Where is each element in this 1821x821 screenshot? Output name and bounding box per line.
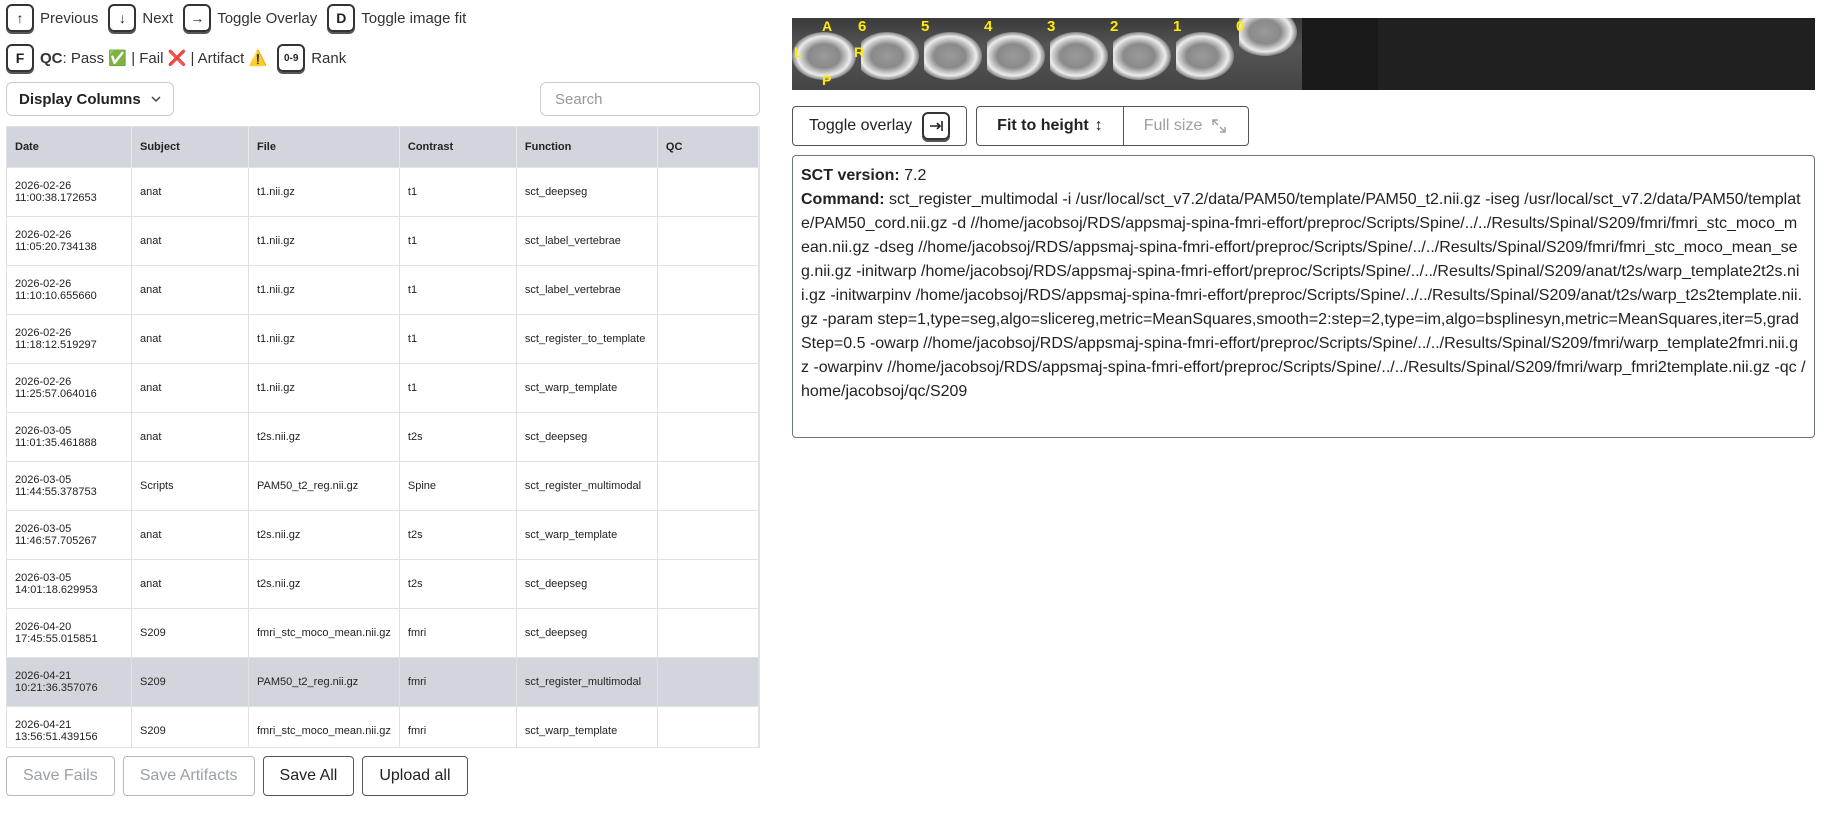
header-qc[interactable]: QC xyxy=(657,127,758,168)
orientation-right: R xyxy=(854,44,865,60)
time-text: 13:56:51.439156 xyxy=(15,731,98,743)
table-row[interactable] xyxy=(7,560,759,609)
file-cell: fmri_stc_moco_mean.nii.gz xyxy=(249,707,400,749)
header-function[interactable]: Function xyxy=(516,127,657,168)
save-all-button[interactable]: Save All xyxy=(263,756,355,796)
table-row[interactable] xyxy=(7,462,759,511)
table-row[interactable] xyxy=(7,413,759,462)
fit-to-height-option[interactable] xyxy=(977,107,1124,145)
date-text: 2026-03-05 xyxy=(15,425,72,437)
digits-key-icon: 0-9 xyxy=(277,44,305,72)
action-bar xyxy=(6,756,476,796)
date-cell xyxy=(7,168,132,217)
time-text: 11:25:57.064016 xyxy=(15,388,97,400)
subject-cell: S209 xyxy=(132,707,249,749)
qc-cell xyxy=(657,462,758,511)
date-text: 2026-02-26 xyxy=(15,180,72,192)
file-cell: t1.nii.gz xyxy=(249,266,400,315)
subject-cell: anat xyxy=(132,315,249,364)
date-cell xyxy=(7,560,132,609)
qc-cell xyxy=(657,560,758,609)
display-columns-dropdown[interactable] xyxy=(6,82,174,116)
date-text: 2026-02-26 xyxy=(15,327,72,339)
date-text: 2026-02-26 xyxy=(15,376,72,388)
table-row[interactable] xyxy=(7,266,759,315)
qc-table xyxy=(6,126,760,748)
search-input[interactable] xyxy=(540,82,760,116)
toggle-overlay-button[interactable] xyxy=(792,106,967,146)
contrast-cell: t2s xyxy=(399,413,516,462)
time-text: 11:10:10.655660 xyxy=(15,290,97,302)
shortcut-overlay-label: Toggle Overlay xyxy=(217,9,318,27)
date-cell xyxy=(7,707,132,749)
subject-cell: anat xyxy=(132,413,249,462)
function-cell: sct_register_to_template xyxy=(516,315,657,364)
contrast-cell: t1 xyxy=(399,266,516,315)
save-artifacts-button[interactable]: Save Artifacts xyxy=(123,756,255,796)
command-value: sct_register_multimodal -i /usr/local/sct_v7.2/data/PAM50/template/PAM50_t2.nii.gz -iseg /usr/local/sct_v7.2/data/PAM50/template/PAM50_cord.nii.gz -d //home/jacobsoj/RDS/appsmaj-spina-fmri-effort/preproc/Scripts/Spine/../../Results/Spinal/S209/fmri/fmri_stc_moco_mean.nii.gz -dseg //home/jacobsoj/RDS/appsmaj-spina-fmri-effort/preproc/Scripts/Spine/../../Results/Spinal/S209/fmri/fmri_stc_moco_mean_seg.nii.gz -initwarp /home/jacobsoj/RDS/appsmaj-spina-fmri-effort/preproc/Scripts/Spine/../../Results/Spinal/S209/anat/t2s/warp_template2t2s.nii.gz -initwarpinv /home/jacobsoj/RDS/appsmaj-spina-fmri-effort/preproc/Scripts/Spine/../../Results/Spinal/S209/anat/t2s/warp_t2s2template.nii.gz -param step=1,type=seg,algo=slicereg,metric=MeanSquares,smooth=2:step=2,type=im,algo=bsplinesyn,metric=MeanSquares,iter=5,gradStep=0.5 -owarp //home/jacobsoj/RDS/appsmaj-spina-fmri-effort/preproc/Scripts/Spine/../../Results/Spinal/S209/fmri/warp_template2fmri.nii.gz -owarpinv //home/jacobsoj/RDS/appsmaj-spina-fmri-effort/preproc/Scripts/Spine/../../Results/Spinal/S209/fmri/warp_fmri2template.nii.gz -qc /home/jacobsoj/qc/S209 xyxy=(801,191,1806,400)
date-text: 2026-03-05 xyxy=(15,474,72,486)
qc-prefix: QC xyxy=(40,49,63,67)
time-text: 17:45:55.015851 xyxy=(15,633,98,645)
expand-icon xyxy=(1210,117,1228,135)
file-cell: t1.nii.gz xyxy=(249,364,400,413)
d-key-icon: D xyxy=(327,4,355,32)
slice-level-label: 5 xyxy=(921,18,930,35)
contrast-cell: t1 xyxy=(399,315,516,364)
function-cell: sct_register_multimodal xyxy=(516,658,657,707)
shortcut-rank xyxy=(277,44,346,72)
arrow-down-key-icon: ↓ xyxy=(108,4,136,32)
qc-cell xyxy=(657,511,758,560)
qc-options-text: : Pass ✅ | Fail ❌ | Artifact ⚠️ xyxy=(62,50,268,67)
table-row[interactable] xyxy=(7,609,759,658)
date-cell xyxy=(7,217,132,266)
fit-to-height-label: Fit to height xyxy=(997,117,1089,134)
subject-cell: anat xyxy=(132,511,249,560)
slice-level-label: 3 xyxy=(1047,18,1056,35)
image-viewer[interactable] xyxy=(792,18,1815,90)
sct-version-label: SCT version: xyxy=(801,167,900,184)
time-text: 14:01:18.629953 xyxy=(15,584,98,596)
display-columns-label: Display Columns xyxy=(19,90,141,108)
date-text: 2026-04-20 xyxy=(15,621,72,633)
header-subject[interactable]: Subject xyxy=(132,127,249,168)
contrast-cell: t1 xyxy=(399,217,516,266)
time-text: 11:44:55.378753 xyxy=(15,486,97,498)
date-text: 2026-04-21 xyxy=(15,670,72,682)
file-cell: t1.nii.gz xyxy=(249,315,400,364)
shortcut-qc xyxy=(6,44,267,72)
time-text: 10:21:36.357076 xyxy=(15,682,98,694)
shortcut-previous-label: Previous xyxy=(40,9,99,27)
function-cell: sct_warp_template xyxy=(516,511,657,560)
chevron-down-icon xyxy=(151,94,161,104)
vertical-arrows-icon: ↕ xyxy=(1094,117,1103,134)
function-cell: sct_deepseg xyxy=(516,413,657,462)
shortcut-next-label: Next xyxy=(142,9,174,27)
table-row[interactable] xyxy=(7,364,759,413)
function-cell: sct_label_vertebrae xyxy=(516,217,657,266)
date-cell xyxy=(7,609,132,658)
subject-cell: anat xyxy=(132,364,249,413)
time-text: 11:46:57.705267 xyxy=(15,535,97,547)
shortcut-fit-label: Toggle image fit xyxy=(361,9,467,27)
file-cell: t2s.nii.gz xyxy=(249,560,400,609)
command-line xyxy=(801,188,1806,404)
contrast-cell: t1 xyxy=(399,168,516,217)
date-cell xyxy=(7,266,132,315)
upload-all-button[interactable]: Upload all xyxy=(362,756,467,796)
file-cell: t1.nii.gz xyxy=(249,217,400,266)
orientation-posterior: P xyxy=(822,72,832,88)
table-row[interactable] xyxy=(7,511,759,560)
table-row[interactable] xyxy=(7,217,759,266)
full-size-label: Full size xyxy=(1143,117,1203,134)
qc-cell xyxy=(657,168,758,217)
sct-version-line xyxy=(801,164,1806,188)
function-cell: sct_warp_template xyxy=(516,707,657,749)
shortcut-bar-bottom xyxy=(6,44,356,72)
date-text: 2026-03-05 xyxy=(15,523,72,535)
subject-cell: anat xyxy=(132,560,249,609)
qc-cell xyxy=(657,266,758,315)
header-contrast[interactable]: Contrast xyxy=(399,127,516,168)
function-cell: sct_deepseg xyxy=(516,609,657,658)
contrast-cell: Spine xyxy=(399,462,516,511)
arrow-up-key-icon: ↑ xyxy=(6,4,34,32)
contrast-cell: fmri xyxy=(399,658,516,707)
subject-cell: anat xyxy=(132,168,249,217)
sct-version-value: 7.2 xyxy=(904,167,927,184)
date-cell xyxy=(7,511,132,560)
subject-cell: anat xyxy=(132,217,249,266)
shortcut-overlay xyxy=(183,4,317,32)
qc-cell xyxy=(657,658,758,707)
qc-cell xyxy=(657,217,758,266)
table-row[interactable] xyxy=(7,658,759,707)
command-label: Command: xyxy=(801,191,885,208)
subject-cell: Scripts xyxy=(132,462,249,511)
date-cell xyxy=(7,658,132,707)
date-text: 2026-04-21 xyxy=(15,719,72,731)
file-cell: fmri_stc_moco_mean.nii.gz xyxy=(249,609,400,658)
date-text: 2026-02-26 xyxy=(15,278,72,290)
file-cell: t1.nii.gz xyxy=(249,168,400,217)
contrast-cell: fmri xyxy=(399,609,516,658)
qc-cell xyxy=(657,609,758,658)
shortcut-next xyxy=(108,4,173,32)
function-cell: sct_warp_template xyxy=(516,364,657,413)
date-text: 2026-03-05 xyxy=(15,572,72,584)
shortcut-previous xyxy=(6,4,98,32)
date-cell xyxy=(7,364,132,413)
table-header-row xyxy=(7,127,759,168)
time-text: 11:01:35.461888 xyxy=(15,437,97,449)
function-cell: sct_deepseg xyxy=(516,168,657,217)
slice-level-label: 2 xyxy=(1110,18,1119,35)
time-text: 11:05:20.734138 xyxy=(15,241,97,253)
toggle-overlay-label: Toggle overlay xyxy=(809,117,913,134)
orientation-anterior: A xyxy=(822,18,833,34)
time-text: 11:00:38.172653 xyxy=(15,192,97,204)
contrast-cell: t1 xyxy=(399,364,516,413)
arrow-right-key-icon xyxy=(922,112,950,140)
image-fit-toggle xyxy=(976,106,1249,146)
full-size-option[interactable] xyxy=(1124,107,1249,145)
table-row[interactable] xyxy=(7,168,759,217)
table-row[interactable] xyxy=(7,707,759,749)
orientation-left: L xyxy=(794,44,803,60)
file-cell: t2s.nii.gz xyxy=(249,511,400,560)
slice-level-label: 6 xyxy=(858,18,867,35)
table-row[interactable] xyxy=(7,315,759,364)
subject-cell: anat xyxy=(132,266,249,315)
file-cell: t2s.nii.gz xyxy=(249,413,400,462)
slice-level-label: 0 xyxy=(1236,18,1245,35)
date-cell xyxy=(7,413,132,462)
save-fails-button[interactable]: Save Fails xyxy=(6,756,115,796)
arrow-right-key-icon: → xyxy=(183,4,211,32)
contrast-cell: fmri xyxy=(399,707,516,749)
qc-cell xyxy=(657,413,758,462)
qc-cell xyxy=(657,707,758,749)
shortcut-bar-top xyxy=(6,4,476,32)
header-date[interactable]: Date xyxy=(7,127,132,168)
header-file[interactable]: File xyxy=(249,127,400,168)
subject-cell: S209 xyxy=(132,658,249,707)
contrast-cell: t2s xyxy=(399,560,516,609)
date-cell xyxy=(7,462,132,511)
function-cell: sct_label_vertebrae xyxy=(516,266,657,315)
qc-cell xyxy=(657,315,758,364)
subject-cell: S209 xyxy=(132,609,249,658)
date-cell xyxy=(7,315,132,364)
mosaic-image xyxy=(792,18,1378,90)
date-text: 2026-02-26 xyxy=(15,229,72,241)
file-cell: PAM50_t2_reg.nii.gz xyxy=(249,462,400,511)
f-key-icon: F xyxy=(6,44,34,72)
function-cell: sct_register_multimodal xyxy=(516,462,657,511)
table-controls xyxy=(6,82,760,118)
slice-level-label: 4 xyxy=(984,18,993,35)
qc-cell xyxy=(657,364,758,413)
file-cell: PAM50_t2_reg.nii.gz xyxy=(249,658,400,707)
slice-level-label: 1 xyxy=(1173,18,1182,35)
command-info-panel xyxy=(792,155,1815,438)
viewer-controls xyxy=(792,106,1249,148)
shortcut-rank-label: Rank xyxy=(311,49,347,67)
shortcut-fit xyxy=(327,4,466,32)
contrast-cell: t2s xyxy=(399,511,516,560)
function-cell: sct_deepseg xyxy=(516,560,657,609)
time-text: 11:18:12.519297 xyxy=(15,339,97,351)
